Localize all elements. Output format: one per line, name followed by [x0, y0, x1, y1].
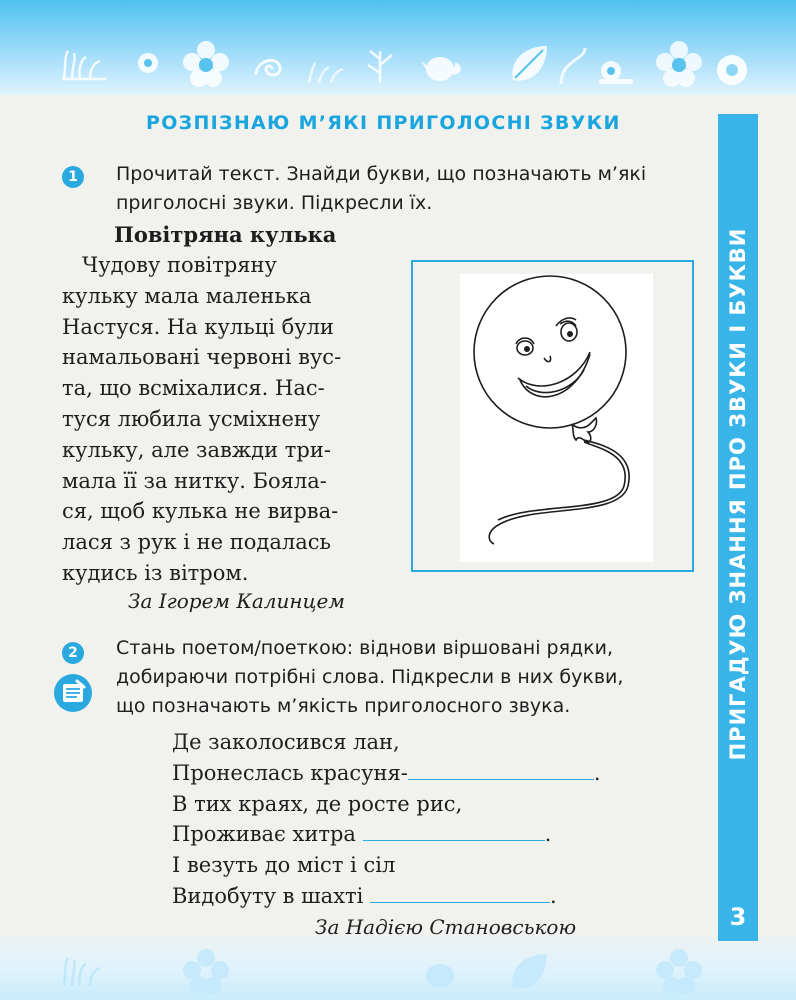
flower-icon — [130, 45, 166, 81]
story-text — [62, 250, 341, 589]
notebook-icon — [53, 673, 93, 713]
answer-blank[interactable] — [370, 882, 550, 903]
task-2-number: 2 — [62, 642, 84, 664]
story-line: мала її за нитку. Боялa- — [62, 468, 327, 493]
snail-icon — [595, 55, 635, 85]
instruction-line: добираючи потрібні слова. Підкресли в них букви, — [116, 666, 624, 688]
swirl-icon — [555, 40, 591, 88]
poem-punctuation: . — [550, 883, 557, 908]
poem-line — [172, 881, 601, 912]
flower-icon — [655, 40, 703, 88]
poem-text: І везуть до міст і сіл — [172, 853, 396, 878]
poem-text: Видобуту в шахті — [172, 883, 371, 908]
grass-icon — [60, 45, 108, 81]
plant-icon — [360, 45, 400, 85]
bottom-decorative-banner — [0, 930, 796, 1000]
instruction-line: приголосні звуки. Підкресли їх. — [116, 192, 433, 214]
task-1-number: 1 — [62, 166, 84, 188]
lesson-title: РОЗПІЗНАЮ М’ЯКІ ПРИГОЛОСНІ ЗВУКИ — [146, 112, 621, 134]
poem-line — [172, 758, 601, 789]
flower-icon — [182, 40, 230, 88]
flower-icon — [182, 948, 230, 996]
story-line: кульку мала маленька — [62, 283, 312, 308]
answer-blank[interactable] — [363, 820, 545, 841]
poem-line — [172, 819, 601, 850]
section-title-text: ПРИГАДУЮ ЗНАННЯ ПРО ЗВУКИ І БУКВИ — [726, 227, 750, 761]
balloon-picture-frame — [411, 260, 694, 572]
poem-line — [172, 727, 601, 758]
answer-blank[interactable] — [408, 759, 594, 780]
poem-text: Де заколосився лан, — [172, 730, 400, 754]
leaf-icon — [505, 40, 553, 88]
teapot-icon — [415, 952, 465, 992]
story-line: Настуся. На кульці були — [62, 314, 334, 339]
story-author: За Ігорем Калинцем — [128, 589, 345, 613]
story-line: туся любила усміхнену — [62, 406, 321, 431]
story-line: та, що всміхалися. Нас- — [62, 376, 325, 401]
story-line: кудись із вітром. — [62, 560, 249, 585]
poem-punctuation: . — [544, 822, 552, 847]
flower-icon — [655, 948, 703, 996]
task-1-instruction — [116, 160, 646, 218]
balloon-picture — [460, 274, 653, 562]
task-2-instruction — [116, 634, 623, 721]
story-line: лася з рук і не подалась — [62, 530, 331, 555]
poem-line — [172, 789, 601, 820]
story-line: кульку, але завжди три- — [62, 437, 331, 462]
poem-punctuation: . — [593, 760, 601, 785]
instruction-line: Прочитай текст. Знайди букви, що позначають м’які — [116, 163, 647, 185]
section-title-vertical — [718, 114, 758, 874]
story-line: намальовані червоні вус- — [62, 345, 342, 370]
story-line: ся, щоб кулька не вирва- — [62, 499, 339, 524]
poem-text: Пронеслась красуня- — [172, 760, 408, 785]
poem — [172, 727, 601, 912]
poem-author: За Надією Становською — [315, 915, 577, 939]
story-title: Повітряна кулька — [114, 222, 337, 247]
poem-line — [172, 850, 601, 881]
grass-icon — [60, 952, 108, 988]
instruction-line: Стань поетом/поеткою: віднови віршовані рядки, — [116, 637, 614, 659]
instruction-line: що позначають м’якість приголосного звука. — [116, 695, 571, 717]
flower-icon — [712, 50, 752, 90]
smiling-balloon-illustration — [460, 274, 653, 562]
top-decorative-banner — [0, 0, 796, 95]
grass-icon — [305, 55, 345, 85]
page-number: 3 — [729, 903, 747, 931]
leaf-icon — [505, 948, 553, 996]
poem-text: Проживає хитра — [172, 822, 363, 847]
snail-icon — [250, 45, 290, 85]
teapot-icon — [415, 45, 465, 85]
story-line: Чудову повітряну — [62, 253, 277, 277]
poem-text: В тих краях, де росте рис, — [172, 791, 463, 816]
